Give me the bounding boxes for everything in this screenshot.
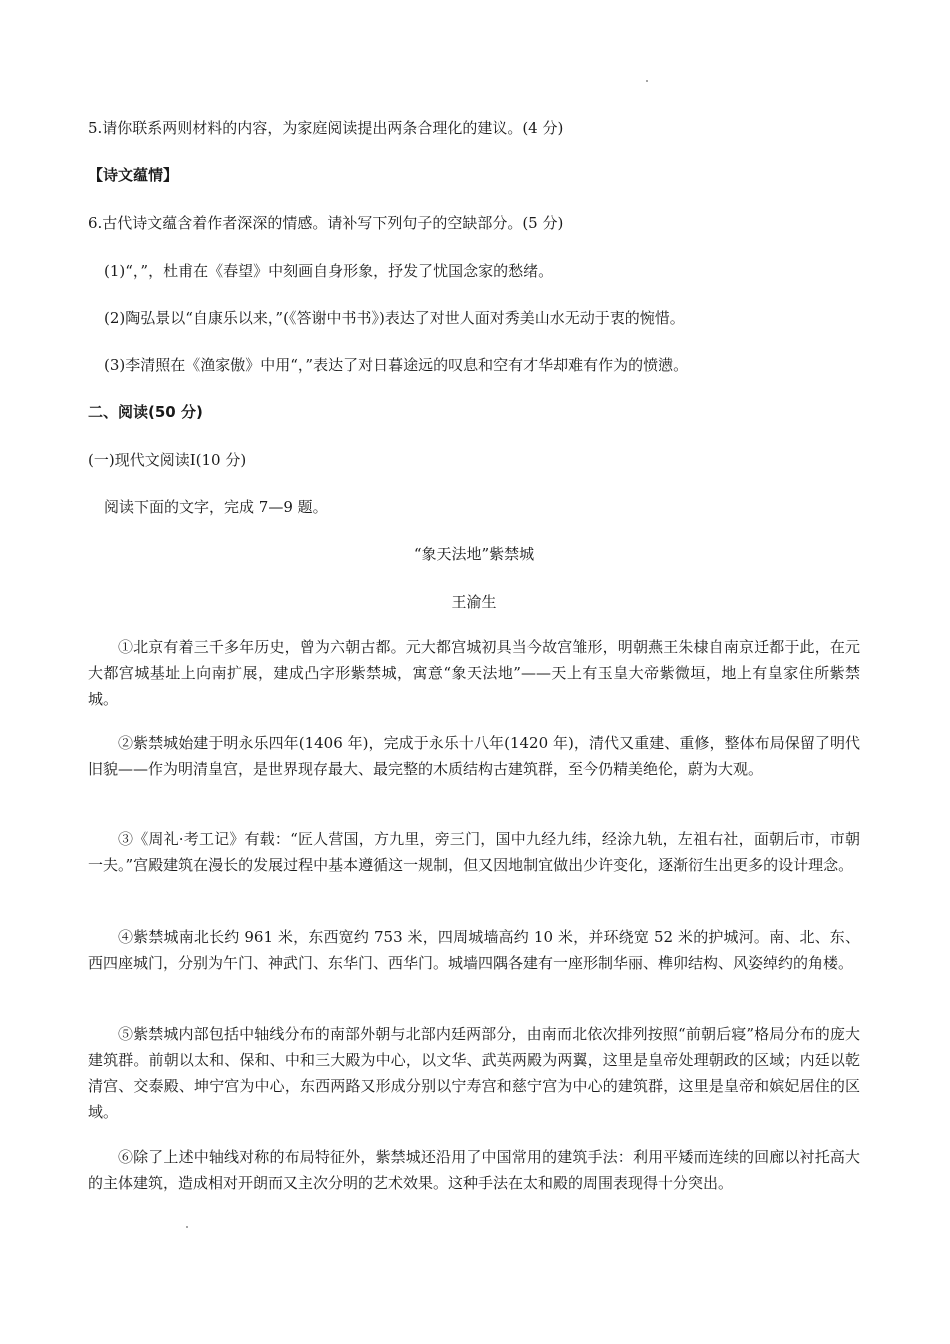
scan-speck	[646, 80, 648, 82]
article-paragraph-5: ⑤紫禁城内部包括中轴线分布的南部外朝与北部内廷两部分，由南而北依次排列按照“前朝后寝”格局分布的庞大建筑群。前朝以太和、保和、中和三大殿为中心，以文华、武英两殿为两翼，这里是皇帝处理朝政的区域；内廷以乾清宫、交泰殿、坤宁宫为中心，东西两路又形成分别以宁寿宫和慈宁宫为中心的建筑群，这里是皇帝和嫔妃居住的区域。	[88, 1025, 860, 1121]
section-heading-poetry: 【诗文蕴情】	[88, 166, 179, 184]
question-6-item-1: (1)“，”，杜甫在《春望》中刻画自身形象，抒发了忧国念家的愁绪。	[104, 262, 554, 280]
section-heading-reading: 二、阅读(50 分)	[88, 403, 203, 421]
scan-speck	[186, 1226, 188, 1228]
article-author: 王渝生	[451, 593, 497, 611]
article-title: “象天法地”紫禁城	[413, 545, 535, 563]
question-5: 5.请你联系两则材料的内容，为家庭阅读提出两条合理化的建议。(4 分)	[88, 119, 564, 137]
question-6-item-2: (2)陶弘景以“自康乐以来，”(《答谢中书书》)表达了对世人面对秀美山水无动于衷的惋惜。	[104, 309, 685, 327]
subsection-heading-modern: (一)现代文阅读Ⅰ(10 分)	[88, 451, 247, 469]
article-paragraph-6: ⑥除了上述中轴线对称的布局特征外，紫禁城还沿用了中国常用的建筑手法：利用平矮而连续的回廊以衬托高大的主体建筑，造成相对开朗而又主次分明的艺术效果。这种手法在太和殿的周围表现得十分突出。	[88, 1148, 860, 1192]
article-paragraph-1: ①北京有着三千多年历史，曾为六朝古都。元大都宫城初具当今故宫雏形，明朝燕王朱棣自南京迁都于此，在元大都宫城基址上向南扩展，建成凸字形紫禁城，寓意“象天法地”——天上有玉皇大帝紫微垣，地上有皇家住所紫禁城。	[88, 638, 860, 708]
question-6: 6.古代诗文蕴含着作者深深的情感。请补写下列句子的空缺部分。(5 分)	[88, 214, 564, 232]
reading-instruction: 阅读下面的文字，完成 7—9 题。	[104, 498, 328, 516]
article-paragraph-3: ③《周礼·考工记》有载：“匠人营国，方九里，旁三门，国中九经九纬，经涂九轨，左祖右社，面朝后市，市朝一夫。”宫殿建筑在漫长的发展过程中基本遵循这一规制，但又因地制宜做出少许变化，逐渐衍生出更多的设计理念。	[88, 830, 860, 874]
article-paragraph-2: ②紫禁城始建于明永乐四年(1406 年)，完成于永乐十八年(1420 年)，清代又重建、重修，整体布局保留了明代旧貌——作为明清皇宫，是世界现存最大、最完整的木质结构古建筑群，至今仍精美绝伦，蔚为大观。	[88, 734, 860, 778]
article-paragraph-4: ④紫禁城南北长约 961 米，东西宽约 753 米，四周城墙高约 10 米，并环绕宽 52 米的护城河。南、北、东、西四座城门，分别为午门、神武门、东华门、西华门。城墙四隅各建有一座形制华丽、榫卯结构、风姿绰约的角楼。	[88, 928, 860, 972]
question-6-item-3: (3)李清照在《渔家傲》中用“，”表达了对日暮途远的叹息和空有才华却难有作为的愤懑。	[104, 356, 689, 374]
